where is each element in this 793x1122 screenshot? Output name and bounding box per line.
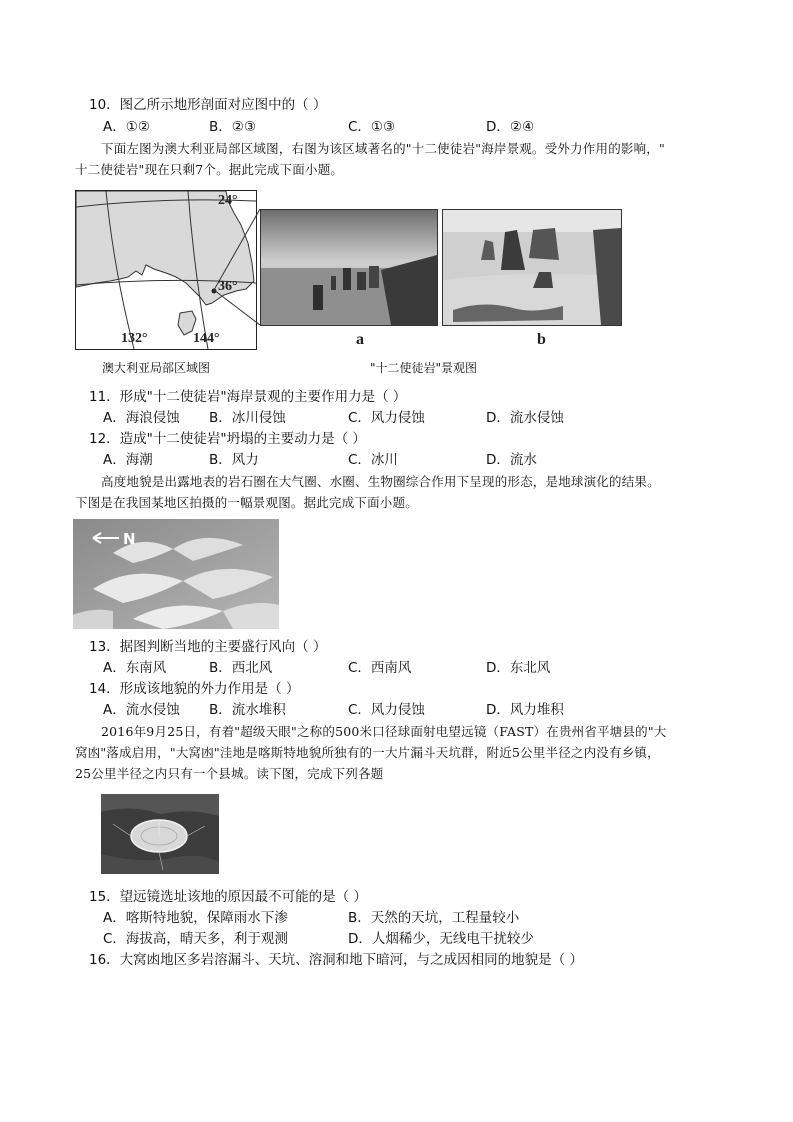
q10-option-a: A．①②	[103, 119, 150, 135]
q14-option-d: D．风力堆积	[486, 702, 564, 718]
q12-stem: 12．造成"十二使徒岩"坍塌的主要动力是（ ）	[89, 431, 366, 447]
map-callout-lines	[200, 205, 265, 330]
photo-a-graphic	[261, 210, 437, 325]
q10-stem: 10．图乙所示地形剖面对应图中的（ ）	[89, 97, 327, 113]
q16-stem: 16．大窝凼地区多岩溶漏斗、天坑、溶洞和地下暗河，与之成因相同的地貌是（ ）	[89, 952, 583, 968]
q12-option-a: A．海潮	[103, 452, 153, 468]
q11-option-a: A．海浪侵蚀	[103, 410, 180, 426]
intro2-line1: 高度地貌是出露地表的岩石圈在大气圈、水圈、生物圈综合作用下呈现的形态，是地球演化的结果。	[101, 474, 660, 489]
intro3-line2: 窝凼"落成启用，"大窝凼"洼地是喀斯特地貌所独有的一大片漏斗天坑群，附近5公里半径之内没有乡镇，	[75, 745, 660, 760]
q15-option-d: D．人烟稀少，无线电干扰较少	[348, 931, 534, 947]
q14-option-c: C．风力侵蚀	[348, 702, 425, 718]
twelve-apostles-photo-b	[442, 209, 622, 326]
q15-option-a: A．喀斯特地貌，保障雨水下渗	[103, 910, 288, 926]
q10-option-d: D．②④	[486, 119, 535, 135]
q11-stem: 11．形成"十二使徒岩"海岸景观的主要作用力是（ ）	[89, 389, 407, 405]
fast-graphic	[101, 794, 219, 874]
q10-option-c: C．①③	[348, 119, 396, 135]
intro1-line2: 十二使徒岩"现在只剩7个。据此完成下面小题。	[75, 162, 344, 177]
map-label-36: 36°	[218, 279, 238, 294]
intro2-line2: 下图是在我国某地区拍摄的一幅景观图。据此完成下面小题。	[75, 495, 418, 510]
q13-option-a: A．东南风	[103, 660, 167, 676]
q12-option-c: C．冰川	[348, 452, 398, 468]
map-label-24: 24°	[218, 193, 238, 208]
q11-option-c: C．风力侵蚀	[348, 410, 425, 426]
q14-stem: 14．形成该地貌的外力作用是（ ）	[89, 681, 300, 697]
q15-option-b: B．天然的天坑，工程量较小	[348, 910, 520, 926]
map-caption: 澳大利亚局部区域图	[102, 361, 211, 375]
q11-option-d: D．流水侵蚀	[486, 410, 564, 426]
photo-b-graphic	[443, 210, 621, 325]
q14-option-a: A．流水侵蚀	[103, 702, 180, 718]
dune-landscape-photo	[73, 519, 279, 629]
photo-a-label: a	[356, 331, 364, 348]
q15-option-c: C．海拔高，晴天多，利于观测	[103, 931, 288, 947]
q13-option-d: D．东北风	[486, 660, 551, 676]
dune-graphic	[73, 519, 279, 629]
intro3-line1: 2016年9月25日，有着"超级天眼"之称的500米口径球面射电望远镜（FAST）在贵州省平塘县的"大	[101, 724, 667, 739]
q12-option-b: B．风力	[209, 452, 259, 468]
q14-option-b: B．流水堆积	[209, 702, 286, 718]
q15-stem: 15．望远镜选址该地的原因最不可能的是（ ）	[89, 889, 367, 905]
map-label-132: 132°	[121, 331, 148, 346]
twelve-apostles-photo-a	[260, 209, 438, 326]
q13-option-b: B．西北风	[209, 660, 273, 676]
q10-option-b: B．②③	[209, 119, 256, 135]
q13-stem: 13．据图判断当地的主要盛行风向（ ）	[89, 639, 327, 655]
q13-option-c: C．西南风	[348, 660, 412, 676]
fast-telescope-photo	[101, 794, 219, 874]
photo-b-label: b	[537, 331, 546, 348]
q11-option-b: B．冰川侵蚀	[209, 410, 286, 426]
photo-caption: "十二使徒岩"景观图	[370, 361, 478, 375]
intro3-line3: 25公里半径之内只有一个县城。读下图，完成下列各题	[75, 766, 384, 781]
intro1-line1: 下面左图为澳大利亚局部区域图，右图为该区域著名的"十二使徒岩"海岸景观。受外力作用的影响，"	[101, 141, 665, 156]
q12-option-d: D．流水	[486, 452, 537, 468]
map-label-144: 144°	[193, 331, 220, 346]
north-label: N	[123, 530, 136, 548]
